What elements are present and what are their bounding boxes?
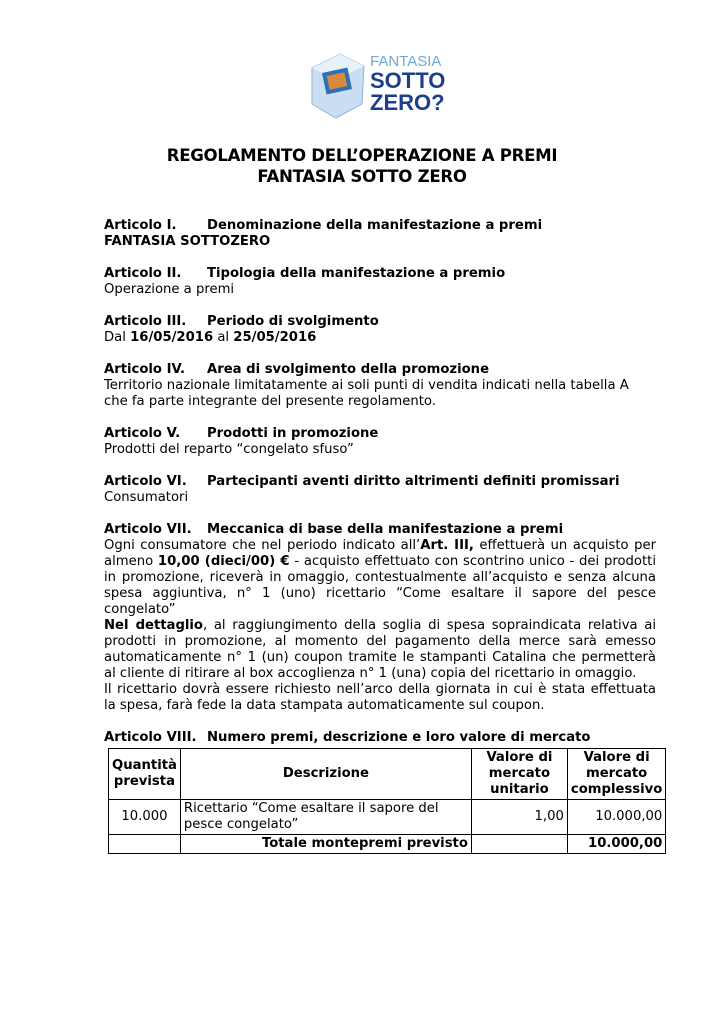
articles-section bbox=[104, 218, 656, 762]
article-number: Articolo VI. bbox=[104, 474, 187, 489]
table-header-row bbox=[109, 749, 666, 800]
spend-threshold: 10,00 (dieci/00) € bbox=[157, 554, 290, 569]
document-title-line2: FANTASIA SOTTO ZERO bbox=[257, 167, 467, 186]
article-8 bbox=[104, 730, 656, 746]
text-part: Il ricettario dovrà essere richiesto nell’arco della giornata in cui è stata effettuata la spesa, farà fede la data stampata automaticamente sul coupon. bbox=[104, 682, 656, 713]
text-part: , al raggiungimento della soglia di spesa sopraindicata relativa ai prodotti in promozione, al momento del pagamento della merce sarà emesso automaticamente n° 1 (un) coupon tramite le stampanti Catalina che permetterà al cliente di ritirare al box accoglienza n° 1 (una) copia del ricettario in omaggio. bbox=[104, 618, 656, 681]
footer-total-value: 10.000,00 bbox=[567, 835, 665, 854]
text-al: al bbox=[213, 330, 234, 345]
article-5 bbox=[104, 426, 656, 458]
article-title: Denominazione della manifestazione a premi bbox=[207, 218, 543, 233]
logo-text-sotto: SOTTO bbox=[370, 68, 446, 93]
header-total-value: Valore di mercato complessivo bbox=[567, 749, 665, 800]
text-part: - acquisto effettuato con scontrino unico - dei prodotti in promozione, riceverà in omaggio, contestualmente all’acquisto e senza alcuna spesa aggiuntiva, n° 1 (uno) ricettario “Come esaltare il sapore del pesce congelato” bbox=[104, 554, 656, 617]
article-body: FANTASIA SOTTOZERO bbox=[104, 234, 271, 249]
article-number: Articolo VIII. bbox=[104, 730, 197, 745]
article-number: Articolo I. bbox=[104, 218, 177, 233]
cell-unit-value: 1,00 bbox=[471, 800, 567, 835]
end-date: 25/05/2016 bbox=[233, 330, 317, 345]
article-3 bbox=[104, 314, 656, 346]
article-title: Tipologia della manifestazione a premio bbox=[207, 266, 506, 281]
table-footer-row bbox=[109, 835, 666, 854]
article-title: Periodo di svolgimento bbox=[207, 314, 379, 329]
article-4 bbox=[104, 362, 656, 410]
article-heading bbox=[104, 362, 656, 378]
article-body: Operazione a premi bbox=[104, 282, 235, 297]
article-body: Consumatori bbox=[104, 490, 189, 505]
article-1 bbox=[104, 218, 656, 250]
article-heading bbox=[104, 522, 656, 538]
article-number: Articolo II. bbox=[104, 266, 182, 281]
article-heading bbox=[104, 730, 656, 746]
article-number: Articolo VII. bbox=[104, 522, 192, 537]
article-title: Prodotti in promozione bbox=[207, 426, 379, 441]
document-title-line1: REGOLAMENTO DELL’OPERAZIONE A PREMI bbox=[166, 146, 558, 165]
article-heading bbox=[104, 426, 656, 442]
article-title: Meccanica di base della manifestazione a premi bbox=[207, 522, 564, 537]
article-number: Articolo IV. bbox=[104, 362, 186, 377]
start-date: 16/05/2016 bbox=[130, 330, 214, 345]
article-heading bbox=[104, 266, 656, 282]
article-title: Numero premi, descrizione e loro valore di mercato bbox=[207, 730, 591, 745]
article-body bbox=[104, 538, 656, 714]
article-number: Articolo V. bbox=[104, 426, 181, 441]
fantasia-sotto-zero-logo bbox=[306, 38, 456, 120]
footer-empty-cell bbox=[471, 835, 567, 854]
article-2 bbox=[104, 266, 656, 298]
article-6 bbox=[104, 474, 656, 506]
logo-text-fantasia: FANTASIA bbox=[370, 53, 442, 70]
article-7 bbox=[104, 522, 656, 714]
article-body: Territorio nazionale limitatamente ai soli punti di vendita indicati nella tabella A che fa parte integrante del presente regolamento. bbox=[104, 378, 629, 409]
article-title: Area di svolgimento della promozione bbox=[207, 362, 490, 377]
article-heading bbox=[104, 218, 656, 234]
text-part: Ogni consumatore che nel periodo indicato all’ bbox=[104, 538, 421, 553]
detail-label: Nel dettaglio bbox=[104, 618, 203, 633]
article-heading bbox=[104, 474, 656, 490]
cell-quantity: 10.000 bbox=[109, 800, 181, 835]
header-unit-value: Valore di mercato unitario bbox=[471, 749, 567, 800]
cell-description: Ricettario “Come esaltare il sapore del pesce congelato” bbox=[180, 800, 471, 835]
footer-empty-cell bbox=[109, 835, 181, 854]
article-body: Prodotti del reparto “congelato sfuso” bbox=[104, 442, 354, 457]
header-quantity: Quantità prevista bbox=[109, 749, 181, 800]
article-heading bbox=[104, 314, 656, 330]
logo-graphic bbox=[306, 38, 456, 120]
logo-text-zero: ZERO? bbox=[370, 90, 445, 115]
article-title: Partecipanti aventi diritto altrimenti definiti promissari bbox=[207, 474, 620, 489]
article-reference: Art. III, bbox=[420, 538, 474, 553]
article-body bbox=[104, 330, 656, 346]
text-part: effettuerà un acquisto per almeno bbox=[104, 538, 656, 569]
table-row bbox=[109, 800, 666, 835]
article-number: Articolo III. bbox=[104, 314, 187, 329]
text-dal: Dal bbox=[104, 330, 131, 345]
header-description: Descrizione bbox=[180, 749, 471, 800]
prizes-table bbox=[108, 748, 666, 854]
footer-total-label: Totale montepremi previsto bbox=[180, 835, 471, 854]
cell-total-value: 10.000,00 bbox=[567, 800, 665, 835]
